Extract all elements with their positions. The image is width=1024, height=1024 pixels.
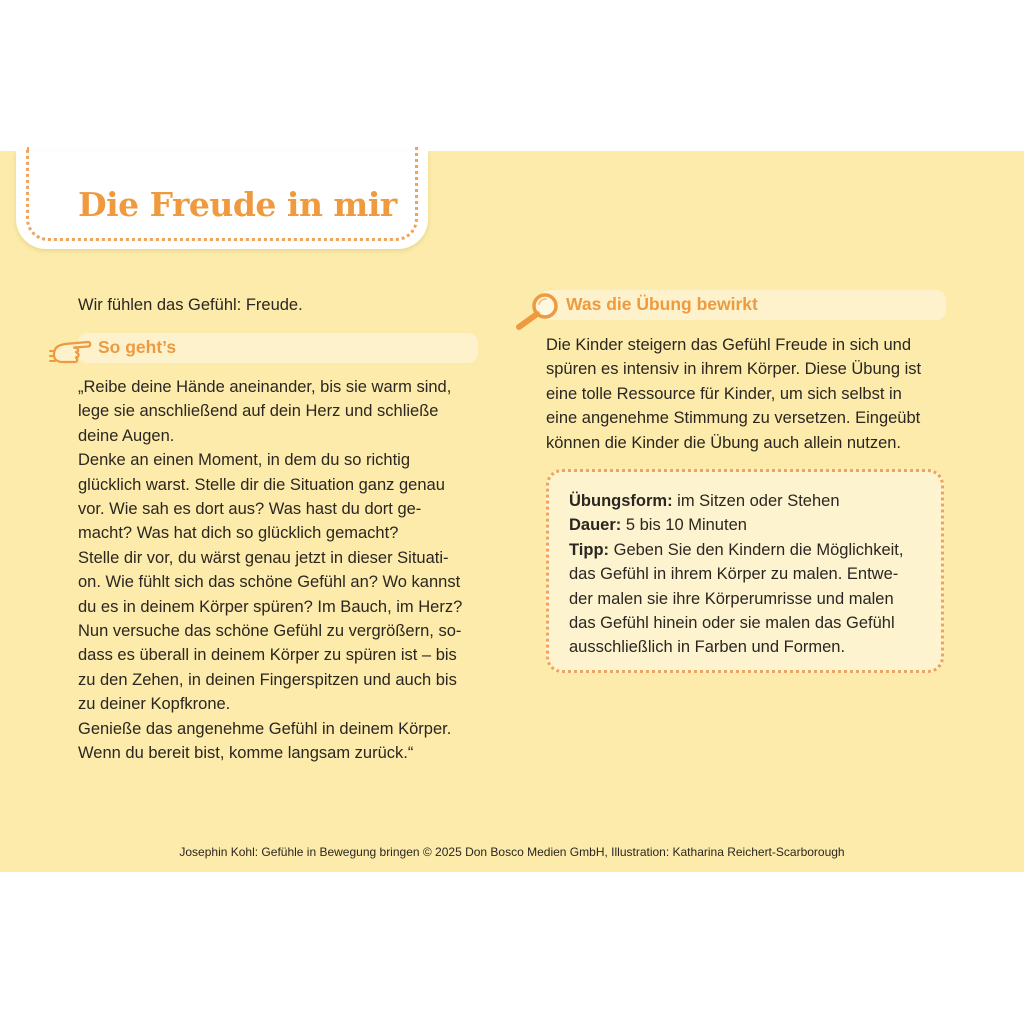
- text-line: du es in deinem Körper spüren? Im Bauch, im Herz?: [78, 597, 463, 616]
- form-value: im Sitzen oder Stehen: [672, 492, 840, 510]
- tip-line: das Gefühl in ihrem Körper zu malen. Entwe-: [569, 565, 899, 584]
- info-content: [569, 489, 931, 660]
- text-line: eine angenehme Stimmung zu versetzen. Eingeübt: [546, 409, 921, 428]
- effect-heading: Was die Übung bewirkt: [566, 294, 758, 314]
- page-title: Die Freude in mir: [78, 185, 397, 224]
- text-line: spüren es intensiv in ihrem Körper. Diese Übung ist: [546, 360, 922, 379]
- text-line: Nun versuche das schöne Gefühl zu vergrößern, so-: [78, 622, 462, 641]
- tip-line: ausschließlich in Farben und Formen.: [569, 638, 846, 657]
- text-line: Stelle dir vor, du wärst genau jetzt in dieser Situati-: [78, 548, 449, 567]
- instructions-text: [78, 375, 478, 766]
- text-line: macht? Was hat dich so glücklich gemacht?: [78, 524, 399, 543]
- form-label: Übungsform:: [569, 492, 673, 510]
- instructions-heading: So geht’s: [98, 337, 177, 357]
- tip-line: das Gefühl hinein oder sie malen das Gefühl: [569, 614, 895, 633]
- duration-label: Dauer:: [569, 516, 622, 535]
- effect-text: [546, 333, 946, 455]
- duration-value: 5 bis 10 Minuten: [621, 516, 747, 535]
- text-line: Denke an einen Moment, in dem du so richtig: [78, 451, 411, 470]
- tip-line: der malen sie ihre Körperumrisse und malen: [569, 589, 894, 608]
- text-line: vor. Wie sah es dort aus? Was hast du dort ge-: [78, 500, 422, 519]
- text-line: glücklich warst. Stelle dir die Situation ganz genau: [78, 475, 445, 494]
- text-line: Wenn du bereit bist, komme langsam zurück.“: [78, 744, 414, 763]
- text-line: deine Augen.: [78, 426, 175, 445]
- text-line: „Reibe deine Hände aneinander, bis sie warm sind,: [78, 378, 452, 396]
- text-line: on. Wie fühlt sich das schöne Gefühl an? Wo kannst: [78, 573, 461, 592]
- info-box: [546, 469, 944, 673]
- instructions-heading-bar: [78, 333, 478, 363]
- info-duration-row: [569, 513, 931, 537]
- magnifier-icon: [513, 291, 561, 331]
- copyright-footer: Josephin Kohl: Gefühle in Bewegung bringen © 2025 Don Bosco Medien GmbH, Illustration: Katharina Reichert-Scarborough: [179, 845, 845, 859]
- effect-heading-bar: [540, 290, 946, 320]
- text-line: Die Kinder steigern das Gefühl Freude in sich und: [546, 336, 912, 354]
- text-line: lege sie anschließend auf dein Herz und schließe: [78, 402, 439, 421]
- pointing-hand-icon: [48, 335, 92, 365]
- text-line: zu den Zehen, in deinen Fingerspitzen und auch bis: [78, 670, 457, 689]
- text-line: eine tolle Ressource für Kinder, um sich selbst in: [546, 384, 902, 403]
- tip-first-line: Geben Sie den Kindern die Möglichkeit,: [609, 540, 904, 559]
- text-line: können die Kinder die Übung auch allein nutzen.: [546, 433, 902, 452]
- title-tab: [16, 151, 428, 249]
- info-form-row: [569, 489, 931, 513]
- info-tip-row: [569, 538, 931, 562]
- lead-text: Wir fühlen das Gefühl: Freude.: [78, 296, 303, 314]
- text-line: Genieße das angenehme Gefühl in deinem Körper.: [78, 719, 452, 738]
- text-line: dass es überall in deinem Körper zu spüren ist – bis: [78, 646, 457, 665]
- exercise-card: [0, 151, 1024, 872]
- text-line: zu deiner Kopfkrone.: [78, 695, 231, 714]
- tip-label: Tipp:: [569, 540, 610, 559]
